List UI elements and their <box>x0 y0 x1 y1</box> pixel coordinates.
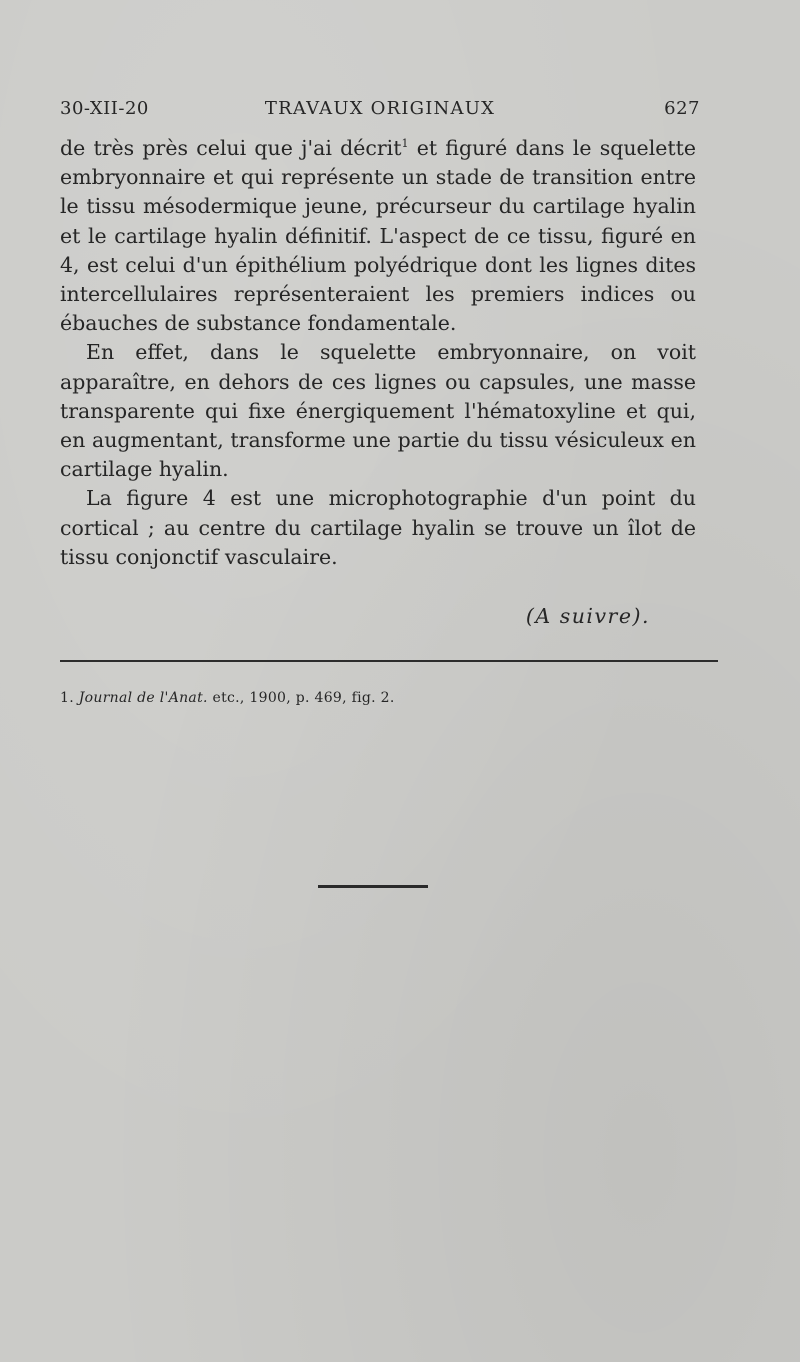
header-title: TRAVAUX ORIGINAUX <box>264 98 496 119</box>
paragraph-3: La figure 4 est une microphotographie d'un point du cortical ; au centre du cartilage hyalin se trouve un îlot de tissu conjonctif vasculaire. <box>60 486 696 569</box>
paragraph-1-start: de très près celui que j'ai décrit <box>60 136 402 160</box>
footnote-separator <box>60 660 718 662</box>
body-text <box>60 134 696 572</box>
running-header <box>60 98 700 126</box>
header-date: 30-XII-20 <box>60 98 149 119</box>
paragraph-2: En effet, dans le squelette embryonnaire, on voit apparaître, en dehors de ces lignes ou capsules, une masse transparente qui fixe énergiquement l'hématoxyline et qui, en augmentant, transforme une partie du tissu vésiculeux en cartilage hyalin. <box>60 340 696 482</box>
footnote-journal: Journal de l'Anat. <box>78 690 208 706</box>
paragraph-1 <box>60 134 696 338</box>
continuation-note: (A suivre). <box>525 604 650 628</box>
footnote <box>60 690 700 706</box>
footnote-number: 1. <box>60 690 74 706</box>
footnote-reference: 1 <box>401 137 409 150</box>
section-end-rule <box>318 885 428 888</box>
page-number: 627 <box>664 98 700 119</box>
paragraph-1-rest: et figuré dans le squelette embryonnaire et qui représente un stade de transition entre le tissu mésodermique jeune, précurseur du cartilage hyalin et le cartilage hyalin définitif. L'aspect de ce tissu, figuré en 4, est celui d'un épithélium polyédrique dont les lignes dites intercellulaires représenteraient les premiers indices ou ébauches de substance fondamentale. <box>60 136 696 336</box>
footnote-citation: etc., 1900, p. 469, fig. 2. <box>207 690 395 706</box>
